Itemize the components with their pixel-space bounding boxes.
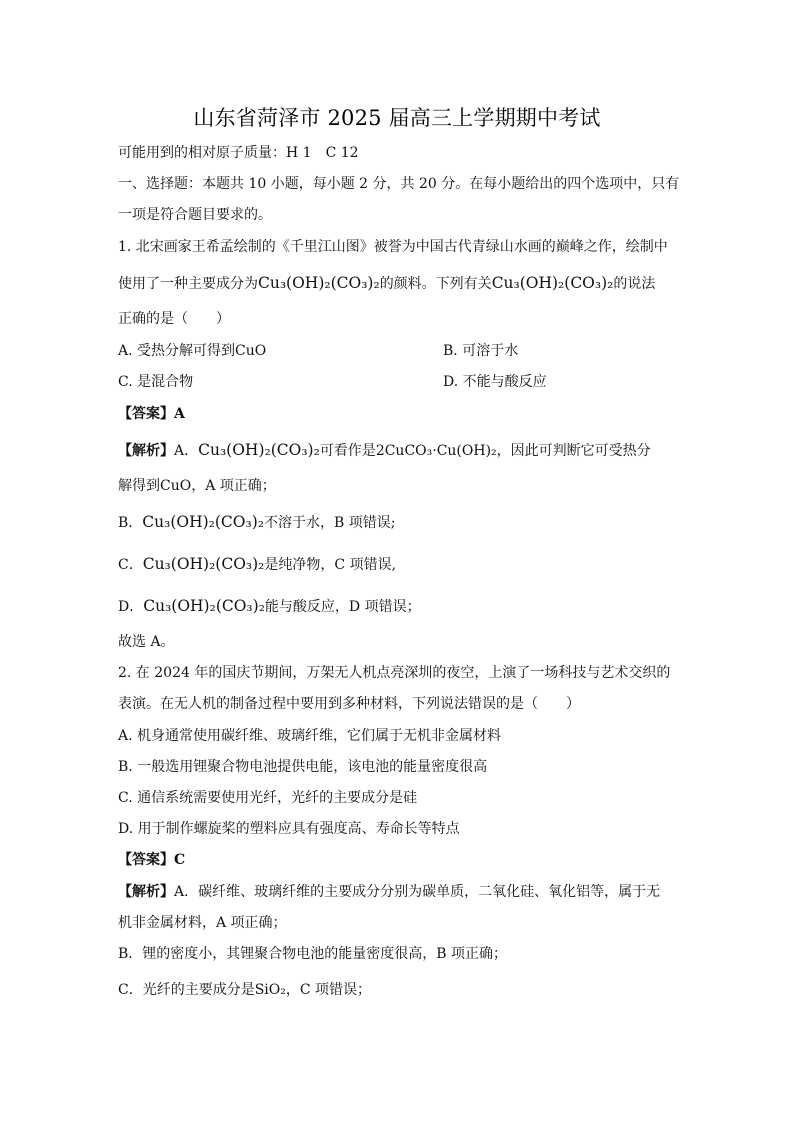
q1-option-b: B. 可溶于水 (443, 343, 519, 359)
analysis-text: 能与酸反应，D 项错误； (264, 599, 421, 615)
analysis-text: B． (118, 515, 143, 531)
chem-formula-cuo: CuO (235, 343, 267, 359)
chem-formula-sio2: SiO₂ (254, 982, 286, 998)
q2-analysis-a-line2: 机非金属材料，A 项正确； (118, 915, 287, 931)
q2-analysis-b: B．锂的密度小，其锂聚合物电池的能量密度很高，B 项正确； (118, 946, 508, 962)
section-instructions-line1: 一、选择题：本题共 10 小题，每小题 2 分，共 20 分。在每小题给出的四个选项中，只有 (118, 176, 680, 192)
chem-formula-cu3oh2co32: Cu₃(OH)₂(CO₃)₂ (258, 274, 380, 292)
q1-analysis-b (118, 512, 678, 533)
analysis-text: 不溶于水，B 项错误; (263, 515, 396, 531)
atomic-masses-note: 可能用到的相对原子质量：H 1 C 12 (118, 145, 359, 161)
q2-stem-line1: 2. 在 2024 年的国庆节期间，万架无人机点亮深圳的夜空，上演了一场科技与艺术交织的 (118, 665, 671, 681)
chem-formula-cu3oh2co32: Cu₃(OH)₂(CO₃)₂ (198, 441, 320, 459)
q1-analysis-a-line1 (118, 440, 678, 461)
section-instructions-line2: 一项是符合题目要求的。 (118, 207, 272, 223)
q2-analysis-c (118, 980, 678, 1000)
chem-formula-double-salt: 2CuCO₃·Cu(OH)₂ (375, 443, 497, 459)
analysis-text: 是纯净物，C 项错误, (264, 557, 397, 573)
chem-formula-cu3oh2co32: Cu₃(OH)₂(CO₃)₂ (142, 513, 264, 531)
q1-answer: 【答案】A (118, 406, 185, 422)
q1-option-c: C. 是混合物 (118, 374, 194, 390)
q1-stem-text-b: 的颜料。下列有关 (379, 276, 492, 292)
chem-formula-cu3oh2co32: Cu₃(OH)₂(CO₃)₂ (142, 555, 265, 573)
analysis-label: 【解析】 (118, 443, 174, 459)
q1-analysis-a-line2 (118, 476, 678, 496)
analysis-text: 可看作是 (319, 443, 376, 459)
q1-stem-line1: 1. 北宋画家王希孟绘制的《千里江山图》被誉为中国古代青绿山水画的巅峰之作，绘制中 (118, 239, 668, 255)
q1-stem-text-a: 使用了一种主要成分为 (118, 276, 258, 292)
q1-stem-text-c: 的说法 (613, 276, 656, 292)
q2-option-c: C. 通信系统需要使用光纤，光纤的主要成分是硅 (118, 790, 418, 806)
analysis-text: C． (118, 557, 143, 573)
q2-stem-line2: 表演。在无人机的制备过程中要用到多种材料，下列说法错误的是（ ） (118, 696, 580, 712)
q1-conclusion: 故选 A。 (118, 634, 175, 650)
q1-stem-line3: 正确的是（ ） (118, 311, 230, 327)
q2-answer: 【答案】C (118, 852, 186, 868)
q2-analysis-a-line1 (118, 882, 678, 902)
q1-option-a (118, 341, 266, 361)
chem-formula-cu3oh2co32: Cu₃(OH)₂(CO₃)₂ (491, 274, 614, 292)
q2-option-d: D. 用于制作螺旋桨的塑料应具有强度高、寿命长等特点 (118, 821, 460, 837)
exam-title: 山东省菏泽市 2025 届高三上学期期中考试 (193, 106, 601, 130)
q2-option-a: A. 机身通常使用碳纤维、玻璃纤维，它们属于无机非金属材料 (118, 728, 502, 744)
q1-stem-line2 (118, 273, 678, 294)
q1-option-a-text: A. 受热分解可得到 (118, 343, 236, 359)
analysis-text: ，因此可判断它可受热分 (496, 443, 651, 459)
analysis-text: D． (118, 599, 144, 615)
analysis-text: 解得到 (118, 478, 160, 494)
analysis-text: ，C 项错误； (285, 982, 372, 998)
analysis-text: ，A 项正确； (191, 478, 276, 494)
analysis-text: A．碳纤维、玻璃纤维的主要成分分别为碳单质，二氧化硅、氧化铝等，属于无 (174, 884, 661, 900)
chem-formula-cu3oh2co32: Cu₃(OH)₂(CO₃)₂ (143, 597, 265, 615)
q1-option-d: D. 不能与酸反应 (443, 374, 547, 390)
analysis-text: C．光纤的主要成分是 (118, 982, 255, 998)
chem-formula-cuo: CuO (160, 478, 192, 494)
q1-analysis-d (118, 596, 678, 617)
q1-analysis-c (118, 554, 678, 575)
analysis-text: A． (174, 443, 199, 459)
analysis-label: 【解析】 (118, 884, 174, 900)
q2-option-b: B. 一般选用锂聚合物电池提供电能，该电池的能量密度很高 (118, 759, 488, 775)
